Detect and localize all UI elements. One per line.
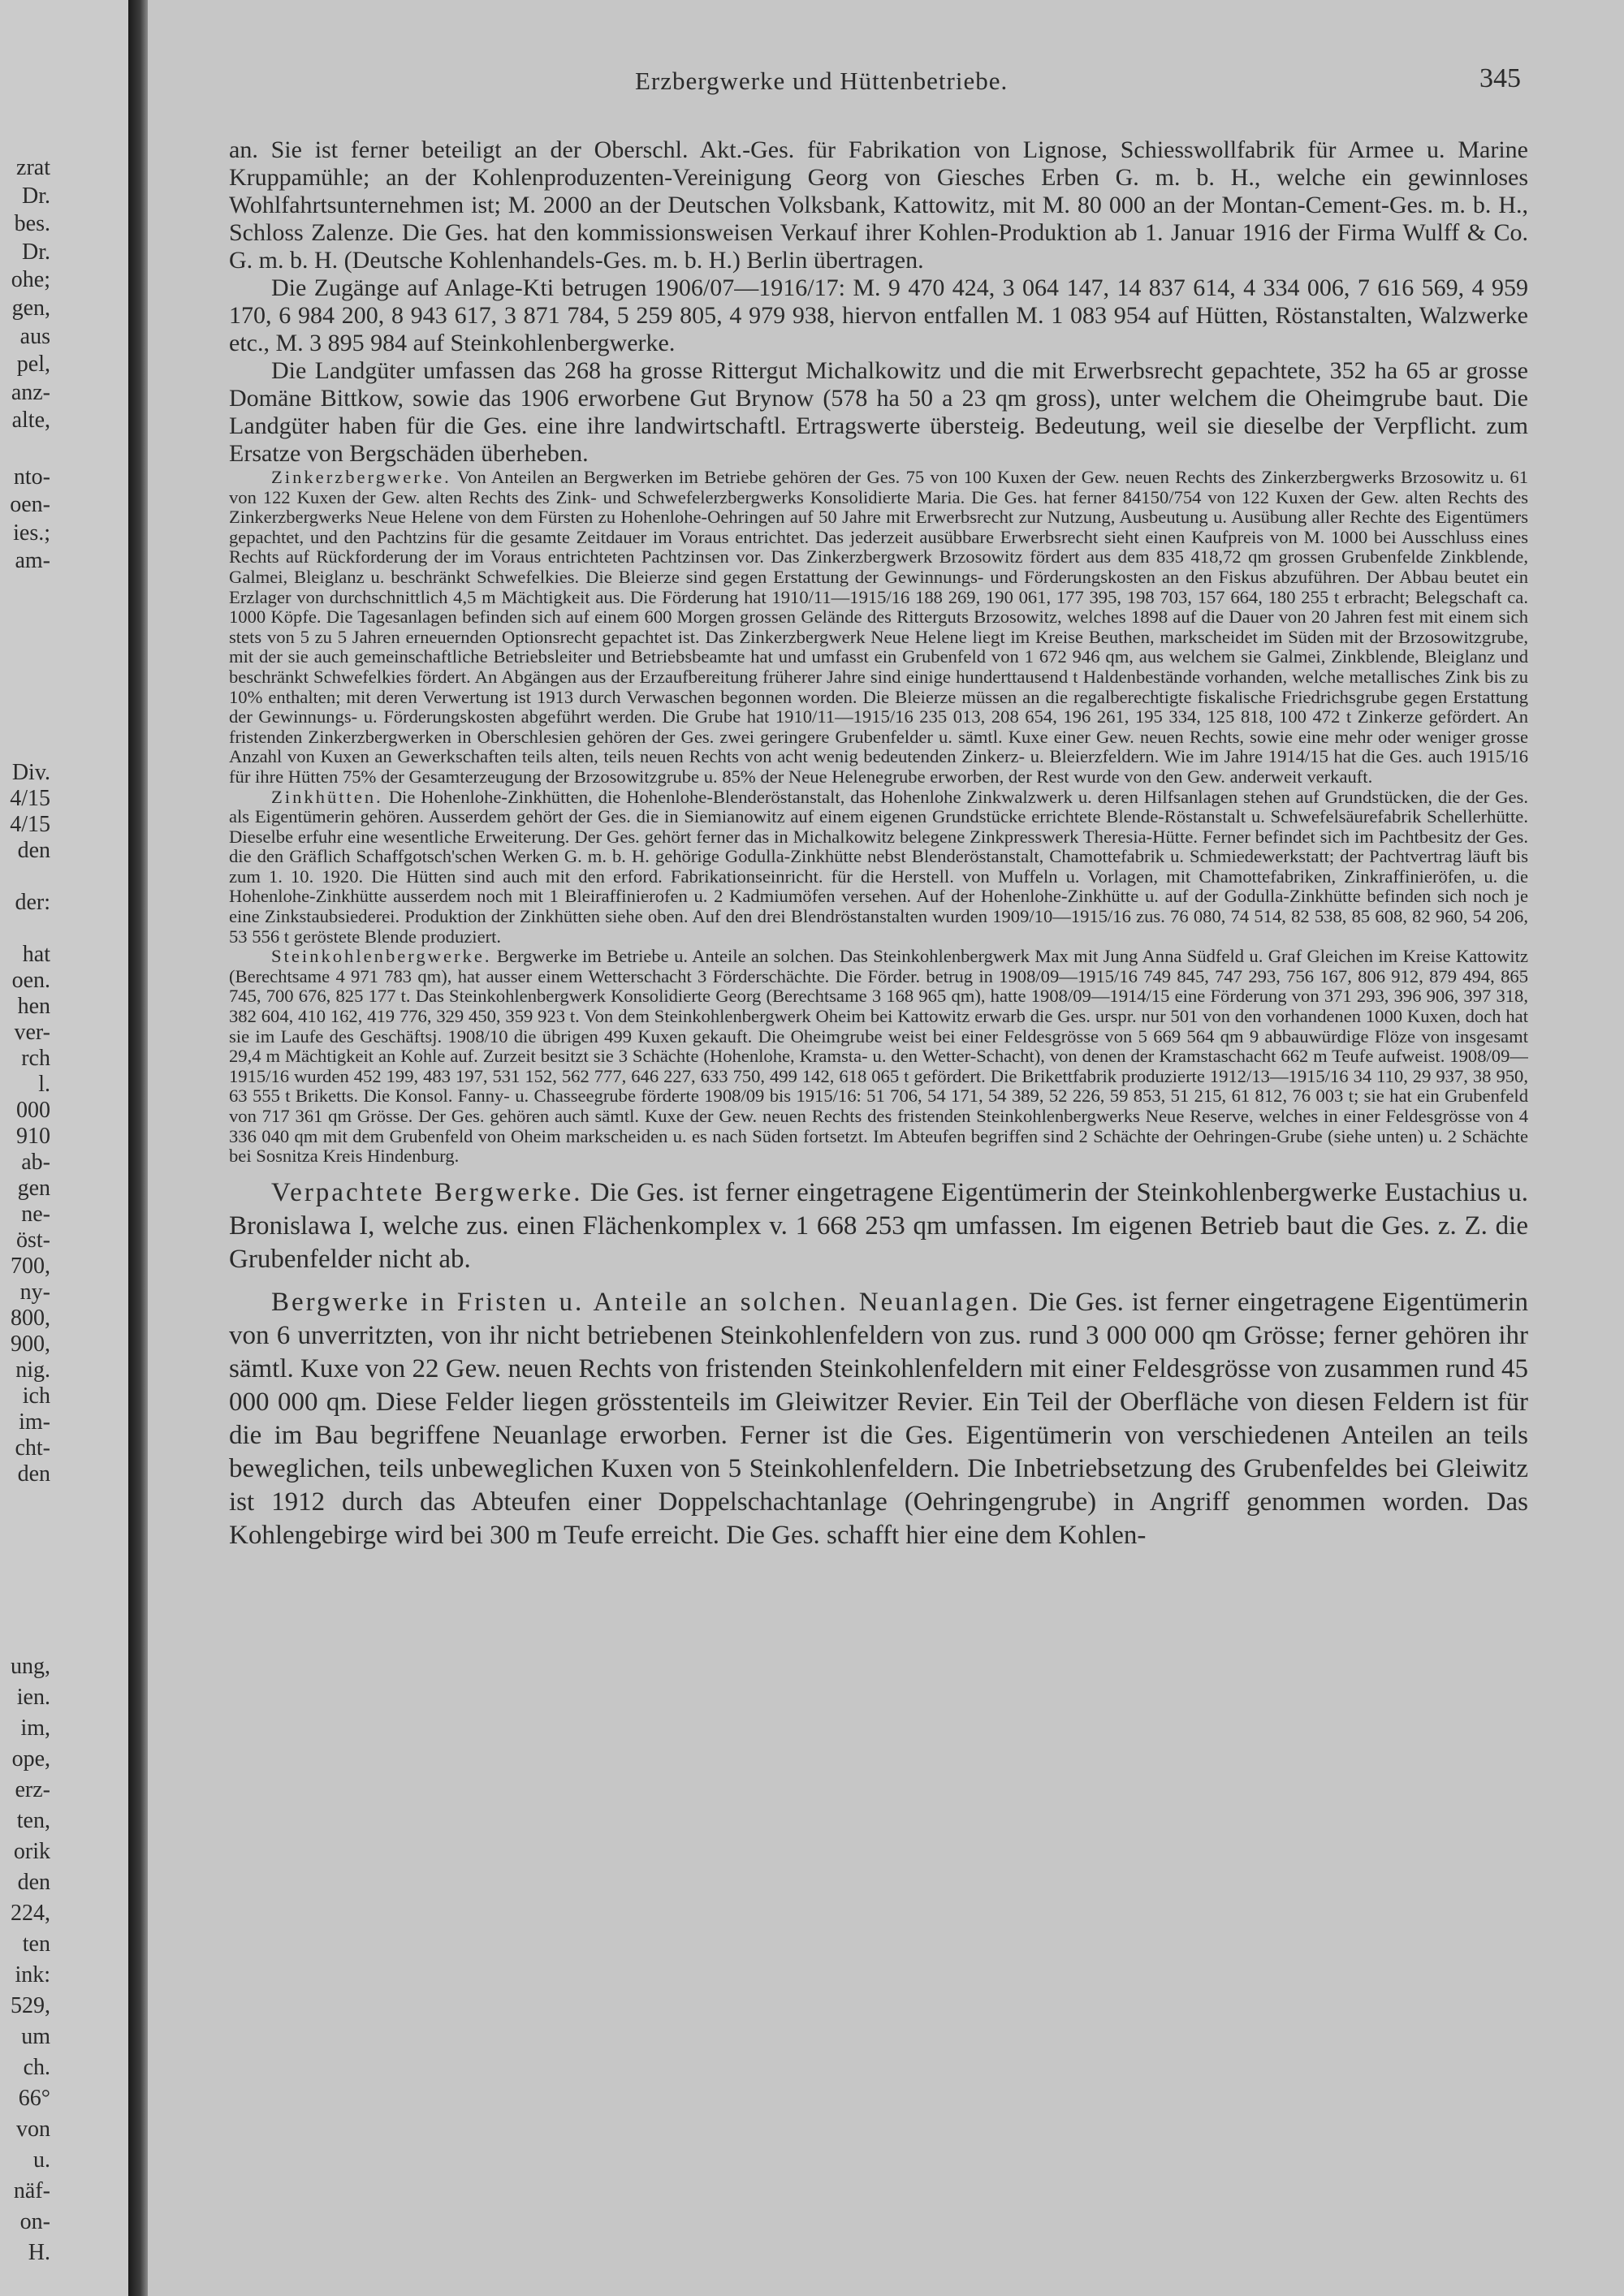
section-title-zinkhuetten: Zinkhütten. — [271, 786, 383, 807]
left-fragment-line: ten — [22, 1931, 50, 1957]
section-title-bergwerke-in-fristen: Bergwerke in Fristen u. Anteile an solchen. Neuanlagen. — [271, 1287, 1021, 1317]
running-head: Erzbergwerke und Hüttenbetriebe. — [635, 67, 1009, 95]
left-fragment-line — [10, 864, 50, 890]
left-fragment-line: on- — [19, 2209, 50, 2234]
left-fragment-line: am- — [15, 548, 50, 574]
page-number: 345 — [1479, 63, 1521, 93]
left-fragment-line: 900, — [11, 1331, 50, 1357]
left-fragment-line: zrat — [16, 155, 50, 180]
left-fragment-line: ch. — [23, 2055, 50, 2080]
section-title-steinkohlenbergwerke: Steinkohlenbergwerke. — [271, 946, 492, 967]
left-fragment-line: Div. — [11, 760, 50, 785]
paragraph-landgueter: Die Landgüter umfassen das 268 ha grosse Rittergut Michalkowitz und die mit Erwerbsrecht gepachtete, 352 ha 65 ar grosse Domäne Bittkow, sowie das 1906 erworbene Gut Brynow (578 ha 50 a 23 qm gross), unter welchem die Oheimgrube baut. Die Landgüter haben für die Ges. eine ihre landwirtschaftl. Ertragswerte übersteig. Bedeutung, weil sie dieselbe der Verpflicht. zum Ersatze von Bergschäden überheben. — [229, 357, 1528, 467]
left-fragment-line: 4/15 — [10, 812, 50, 837]
section-text-zinkerzbergwerke: Von Anteilen an Bergwerken im Betriebe gehören der Ges. 75 von 100 Kuxen der Gew. neuen Rechts des Zinkerzbergwerks Brzosowitz u. 61 von 122 Kuxen der Gew. alten Rechts des Zink- und Schwefelerzbergwerks Konsolidierte Maria. Die Ges. hat ferner 84150/754 von 122 Kuxen der Gew. alten Rechts des Zinkerzbergwerks Neue Helene von dem Fürsten zu Hohenlohe-Oehringen auf 50 Jahre mit Erwerbsrecht zur Nutzung, Ausbeutung u. Ausübung aller Rechte des Eigentümers gepachtet, und den Pachtzins für die gesamte Zeitdauer im Voraus entrichtet. Das jederzeit ausübbare Erwerbsrecht sieht einen Kaufpreis von M. 1000 bei Ausschluss eines Rechts auf Rückforderung der im Voraus entrichteten Pachtzinsen vor. Das Zinkerzbergwerk Brzosowitz fördert aus dem 835 418,72 qm grossen Grubenfelde Zinkblende, Galmei, Bleiglanz u. beschränkt Schwefelkies. Die Bleierze sind gegen Erstattung der Gewinnungs- und Förderungskosten an den Fiskus abzuführen. Der Abbau beutet ein Erzlager von durchschnittlich 4,5 m Mächtigkeit aus. Die Förderung hat 1910/11—1915/16 188 269, 190 061, 177 395, 198 703, 157 664, 180 255 t erbracht; Belegschaft ca. 1000 Köpfe. Die Tagesanlagen befinden sich auf einem 600 Morgen grossen Gelände des Ritterguts Brzosowitz, welches 1898 auf die Dauer von 20 Jahren fest mit einem sich stets von 5 zu 5 Jahren erneuernden Optionsrecht gepachtet ist. Das Zinkerzbergwerk Neue Helene liegt im Kreise Beuthen, markscheidet im Süden mit der Brzosowitzgrube, mit der sie auch gemeinschaftliche Betriebsleiter und Betriebsbeamte hat und umfasst ein Grubenfeld von 1 672 946 qm, aus welchem sie Galmei, Zinkblende, Bleiglanz und beschränkt Schwefelkies fördert. An Abgängen aus der Erzaufbereitung früherer Jahre sind einige hunderttausend t Haldenbestände vorhanden, welche metallisches Zink bis zu 10% enthalten; mit deren Verwertung ist 1913 durch Verwaschen begonnen worden. Die Bleierze müssen an die regalberechtigte fiskalische Friedrichsgrube gegen Erstattung der Gewinnungs- u. Förderungskosten abgeführt werden. Die Grube hat 1910/11—1915/16 235 013, 208 654, 196 261, 195 334, 125 818, 100 472 t Zinkerze gefördert. An fristenden Zinkerzbergwerken in Oberschlesien gehören der Ges. zwei geringere Grubenfelder u. sämtl. Kuxe einer Gew. neuen Rechts, sowie eine mehr oder weniger grosse Anzahl von Kuxen an Gewerkschaften teils alten, teils neuen Rechts von acht wenig bedeutenden Zinkerz- u. Bleierzfeldern. Wie im Jahre 1914/15 hat die Ges. auch 1915/16 für ihre Hütten 75% der Gesamterzeugung der Brzosowitzgrube u. 85% der Neue Helenegrube erworben, der Rest wurde von den Gew. anderweit verkauft. — [229, 467, 1528, 787]
left-fragment-line: hat — [22, 942, 50, 967]
left-fragment-line: ich — [22, 1383, 50, 1409]
left-fragment-line: oen. — [11, 968, 50, 993]
left-fragment-line: Dr. — [22, 239, 50, 265]
left-fragment-line: 700, — [11, 1254, 50, 1279]
section-zinkhuetten — [229, 788, 1528, 947]
left-fragment-line: 4/15 — [10, 786, 50, 811]
left-fragment-line: nto- — [13, 464, 50, 490]
left-fragment-line: ten, — [16, 1808, 50, 1833]
left-fragment-line: erz- — [15, 1777, 50, 1802]
left-fragment-line: 800, — [11, 1306, 50, 1331]
left-fragment-line: um — [21, 2024, 50, 2049]
left-fragment-line: gen, — [11, 295, 50, 321]
section-text-zinkhuetten: Die Hohenlohe-Zinkhütten, die Hohenlohe-Blenderöstanstalt, das Hohenlohe Zinkwalzwerk u. deren Hilfsanlagen stehen auf Grundstücken, die der Ges. als Eigentümerin gehören. Ausserdem gehört der Ges. die in Siemianowitz auf einem eigenen Grundstücke errichtete Blende-Röstanstalt u. Schwefelsäurefabrik Schellerhütte. Dieselbe erfuhr eine wesentliche Erweiterung. Der Ges. gehört ferner das in Michalkowitz belegene Zinkpresswerk Theresia-Hütte. Ferner befindet sich im Pachtbesitz der Ges. die den Gräflich Schaffgotsch'schen Werken G. m. b. H. gehörige Godulla-Zinkhütte nebst Blenderöstanstalt, Chamottefabrik u. Schmiedewerkstatt; der Pachtvertrag läuft bis zum 1. 10. 1920. Die Hütten sind auch mit den erford. Fabrikationseinricht. für die Herstell. von Muffeln u. Vorlagen, mit Chamottefabriken, Zinkraffinieröfen, u. die Hohenlohe-Zinkhütte ausserdem noch mit 1 Bleiraffinierofen u. 2 Kadmiumöfen versehen. Auf der Hohenlohe-Zinkhütte u. auf der Godulla-Zinkhütte befinden sich noch je eine Zinkstaubsiederei. Produktion der Zinkhütten siehe oben. Auf den drei Blendröstanstalten wurden 1909/10—1915/16 zus. 76 080, 74 514, 82 538, 85 608, 82 960, 54 206, 53 556 t geröstete Blende produziert. — [229, 786, 1528, 947]
section-steinkohlenbergwerke — [229, 947, 1528, 1167]
left-fragment-line: im, — [20, 1716, 50, 1741]
section-zinkerzbergwerke — [229, 468, 1528, 788]
left-fragment-line: alte, — [11, 408, 50, 434]
left-fragment-line: ien. — [16, 1685, 50, 1710]
left-fragment-line: H. — [28, 2240, 50, 2265]
left-fragment-line: den — [17, 838, 50, 863]
left-fragment-line: von — [16, 2117, 50, 2142]
left-fragment-line: gen — [17, 1176, 50, 1201]
left-fragment-line: orik — [13, 1839, 50, 1864]
adjacent-page-fragment — [0, 0, 128, 2296]
left-fragment-line: ope, — [11, 1746, 50, 1772]
left-fragment-line: pel, — [16, 352, 50, 378]
left-fragment-line: den — [17, 1870, 50, 1895]
section-title-verpachtete-bergwerke: Verpachtete Bergwerke. — [271, 1177, 583, 1207]
left-fragment-line: 000 — [16, 1098, 50, 1123]
left-fragment-line: ung, — [11, 1654, 50, 1679]
left-fragment-line — [10, 916, 50, 942]
left-fragment-line: 910 — [16, 1124, 50, 1149]
left-fragment-line: u. — [33, 2147, 50, 2173]
left-fragment-line: ink: — [15, 1962, 50, 1987]
left-fragment-line: rch — [21, 1046, 50, 1071]
left-fragment-line: cht- — [15, 1435, 50, 1461]
section-verpachtete-bergwerke — [229, 1176, 1528, 1276]
left-fragment-line: aus — [19, 323, 50, 349]
left-fragment-line: den — [17, 1461, 50, 1487]
paragraph-beteiligungen: an. Sie ist ferner beteiligt an der Oberschl. Akt.-Ges. für Fabrikation von Lignose, Schiesswollfabrik für Armee u. Marine Kruppamühle; an der Kohlenproduzenten-Vereinigung Georg von Giesches Erben G. m. b. H., welche ein gewinnloses Wohlfahrtsunternehmen ist; M. 2000 an der Deutschen Volksbank, Kattowitz, mit M. 80 000 an der Montan-Cement-Ges. m. b. H., Schloss Zalenze. Die Ges. hat den kommissionsweisen Verkauf ihrer Kohlen-Produktion ab 1. Januar 1916 der Firma Wulff & Co. G. m. b. H. (Deutsche Kohlenhandels-Ges. m. b. H.) Berlin übertragen. — [229, 136, 1528, 274]
left-fragment-line: ver- — [14, 1020, 50, 1045]
left-fragment-line: ny- — [19, 1280, 50, 1305]
left-fragment-line: ies.; — [13, 520, 50, 546]
text-body — [229, 136, 1528, 2280]
book-page — [148, 0, 1624, 2296]
section-text-verpachtete-bergwerke: Die Ges. ist ferner eingetragene Eigentümerin der Steinkohlenbergwerke Eustachius u. Bronislawa I, welche zus. einen Flächenkomplex v. 1 668 253 qm umfassen. Im eigenen Betrieb baut die Ges. z. Z. die Grubenfelder nicht ab. — [229, 1177, 1528, 1274]
left-fragment-line: öst- — [16, 1228, 50, 1253]
left-fragment-line — [10, 435, 50, 464]
left-fragment-line: Dr. — [22, 183, 50, 209]
left-fragment-line: hen — [17, 994, 50, 1019]
section-bergwerke-in-fristen — [229, 1286, 1528, 1552]
section-title-zinkerzbergwerke: Zinkerzbergwerke. — [271, 467, 451, 487]
left-fragment-line: ab- — [21, 1150, 50, 1175]
left-fragment-line: 529, — [11, 1993, 50, 2018]
left-fragment-line: bes. — [14, 211, 50, 237]
left-fragments-top — [10, 154, 50, 576]
left-fragment-line: anz- — [11, 379, 50, 405]
left-fragment-line: ne- — [21, 1202, 50, 1227]
left-fragment-line: l. — [38, 1072, 50, 1097]
section-text-steinkohlenbergwerke: Bergwerke im Betriebe u. Anteile an solchen. Das Steinkohlenbergwerk Max mit Jung Anna Südfeld u. Graf Gleichen im Kreise Kattowitz (Berechtsame 4 971 783 qm), hat ausser einem Wetterschacht 3 Förderschächte. Die Förder. betrug in 1908/09—1915/16 749 845, 747 293, 756 167, 806 912, 879 494, 865 745, 700 676, 825 177 t. Das Steinkohlenbergwerk Konsolidierte Georg (Berechtsame 3 168 965 qm), hatte 1908/09—1914/15 eine Förderung von 371 293, 396 906, 397 318, 382 604, 410 162, 419 776, 329 450, 359 923 t. Von dem Steinkohlenbergwerk Oheim bei Kattowitz erwarb die Ges. urspr. nur 501 von den vorhandenen 1000 Kuxen, doch hat sie im Laufe des Geschäftsj. 1908/10 die übrigen 499 Kuxen gekauft. Die Oheimgrube weist bei einer Feldesgrösse von 5 669 564 qm 9 abbauwürdige Flöze von insgesamt 29,4 m Mächtigkeit an Kohle auf. Zurzeit besitzt sie 3 Schächte (Hohenlohe, Kramsta- u. den Wetter-Schacht), von denen der Kramstaschacht 662 m Teufe aufweist. 1908/09—1915/16 wurden 452 199, 483 197, 531 152, 562 777, 646 227, 633 750, 499 142, 618 065 t gefördert. Die Brikettfabrik produzierte 1912/13—1915/16 34 110, 29 937, 38 950, 63 555 t Briketts. Die Konsol. Fanny- u. Chasseegrube förderte 1908/09 bis 1915/16: 51 706, 54 171, 54 389, 52 226, 59 853, 51 215, 61 812, 76 003 t; sie hat ein Grubenfeld von 717 361 qm Grösse. Der Ges. gehören auch sämtl. Kuxe der Gew. neuen Rechts des fristenden Steinkohlenbergwerks Neue Reserve, welches in einer Feldesgrösse von 4 336 040 qm mit dem Grubenfeld von Oheim markscheiden u. es nach Süden fortsetzt. Im Abteufen begriffen sind 2 Schächte der Oehringen-Grube (siehe unten) u. 2 Schächte bei Sosnitza Kreis Hindenburg. — [229, 946, 1528, 1167]
book-gutter — [128, 0, 148, 2296]
left-fragment-line: nig. — [15, 1357, 50, 1383]
left-fragment-line: näf- — [13, 2178, 50, 2203]
left-fragments-bottom — [11, 1651, 50, 2268]
left-fragment-line: der: — [15, 890, 50, 915]
paragraph-zugaenge: Die Zugänge auf Anlage-Kti betrugen 1906/07—1916/17: M. 9 470 424, 3 064 147, 14 837 614, 4 334 006, 7 616 569, 4 959 170, 6 984 200, 8 943 617, 3 871 784, 5 259 805, 4 979 938, hiervon entfallen M. 1 083 954 auf Hütten, Röstanstalten, Walzwerke etc., M. 3 895 984 auf Steinkohlenbergwerke. — [229, 274, 1528, 356]
left-fragment-line: oen- — [10, 492, 50, 518]
section-text-bergwerke-in-fristen: Die Ges. ist ferner eingetragene Eigentümerin von 6 unverritzten, von ihr nicht betriebenen Steinkohlenfeldern von zus. rund 3 000 000 qm Grösse; ferner gehören ihr sämtl. Kuxe von 22 Gew. neuen Rechts von fristenden Steinkohlenfeldern mit einer Feldesgrösse von zusammen rund 45 000 000 qm. Diese Felder liegen grösstenteils im Gleiwitzer Revier. Ein Teil der Oberfläche von diesen Feldern ist für die im Bau begriffene Neuanlage erworben. Ferner ist die Ges. Eigentümerin von verschiedenen Anteilen an teils beweglichen, teils unbeweglichen Kuxen von 5 Steinkohlenfeldern. Die Inbetriebsetzung des Grubenfeldes bei Gleiwitz ist 1912 durch das Abteufen einer Doppelschachtanlage (Oehringengrube) in Angriff genommen worden. Das Kohlengebirge wird bei 300 m Teufe erreicht. Die Ges. schafft hier eine dem Kohlen- — [229, 1287, 1528, 1550]
left-fragment-line: 66° — [18, 2086, 50, 2111]
left-fragment-line: im- — [19, 1409, 50, 1435]
left-fragment-line: 224, — [11, 1901, 50, 1926]
left-fragments-middle — [10, 760, 50, 1487]
left-fragment-line: ohe; — [11, 267, 50, 293]
